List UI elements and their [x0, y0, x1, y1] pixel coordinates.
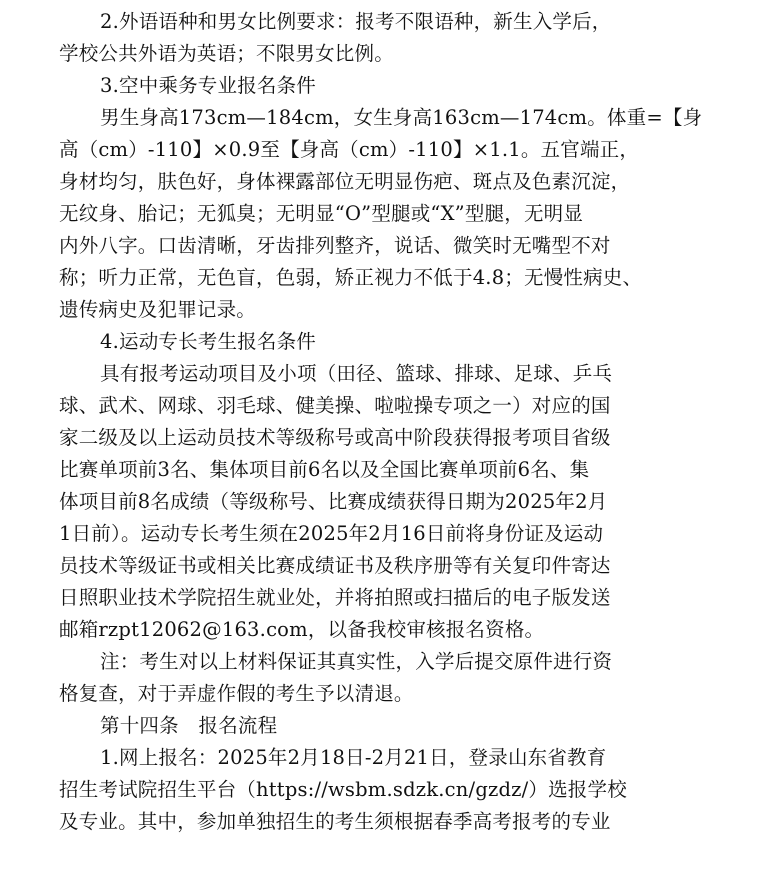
text-line: 具有报考运动项目及小项（田径、篮球、排球、足球、乒乓	[100, 362, 613, 385]
text-line: 招生考试院招生平台（https://wsbm.sdzk.cn/gzdz/）选报学校	[59, 778, 627, 801]
text-line: 家二级及以上运动员技术等级称号或高中阶段获得报考项目省级	[59, 426, 611, 449]
text-line: 员技术等级证书或相关比赛成绩证书及秩序册等有关复印件寄达	[59, 554, 611, 577]
article-heading: 第十四条 报名流程	[100, 714, 278, 737]
section-heading: 3.空中乘务专业报名条件	[100, 74, 317, 97]
text-line: 1日前）。运动专长考生须在2025年2月16日前将身份证及运动	[59, 522, 604, 545]
text-line: 球、武术、网球、羽毛球、健美操、啦啦操专项之一）对应的国	[59, 394, 611, 417]
text-line: 男生身高173cm—184cm，女生身高163cm—174cm。体重=【身	[100, 106, 703, 129]
text-line: 身材均匀，肤色好，身体裸露部位无明显伤疤、斑点及色素沉淀，	[59, 170, 631, 193]
text-line: 遗传病史及犯罪记录。	[59, 298, 257, 321]
text-line: 格复查，对于弄虚作假的考生予以清退。	[59, 682, 414, 705]
note-line: 注：考生对以上材料保证其真实性，入学后提交原件进行资	[100, 650, 613, 673]
text-line: 称；听力正常，无色盲，色弱，矫正视力不低于4.8；无慢性病史、	[59, 266, 643, 289]
text-line: 内外八字。口齿清晰，牙齿排列整齐，说话、微笑时无嘴型不对	[59, 234, 611, 257]
text-line: 邮箱rzpt12062@163.com，以备我校审核报名资格。	[59, 618, 545, 641]
section-heading: 4.运动专长考生报名条件	[100, 330, 317, 353]
text-line: 日照职业技术学院招生就业处，并将拍照或扫描后的电子版发送	[59, 586, 611, 609]
text-line: 无纹身、胎记；无狐臭；无明显“O”型腿或“X”型腿，无明显	[59, 202, 584, 225]
text-line: 及专业。其中，参加单独招生的考生须根据春季高考报考的专业	[59, 810, 611, 833]
text-line: 1.网上报名：2025年2月18日-2月21日，登录山东省教育	[100, 746, 607, 769]
text-line: 高（cm）-110】×0.9至【身高（cm）-110】×1.1。五官端正，	[59, 138, 640, 161]
text-line: 2.外语语种和男女比例要求：报考不限语种，新生入学后，	[100, 10, 612, 33]
text-line: 学校公共外语为英语；不限男女比例。	[59, 42, 394, 65]
text-line: 比赛单项前3名、集体项目前6名以及全国比赛单项前6名、集	[59, 458, 590, 481]
text-line: 体项目前8名成绩（等级称号、比赛成绩获得日期为2025年2月	[59, 490, 608, 513]
